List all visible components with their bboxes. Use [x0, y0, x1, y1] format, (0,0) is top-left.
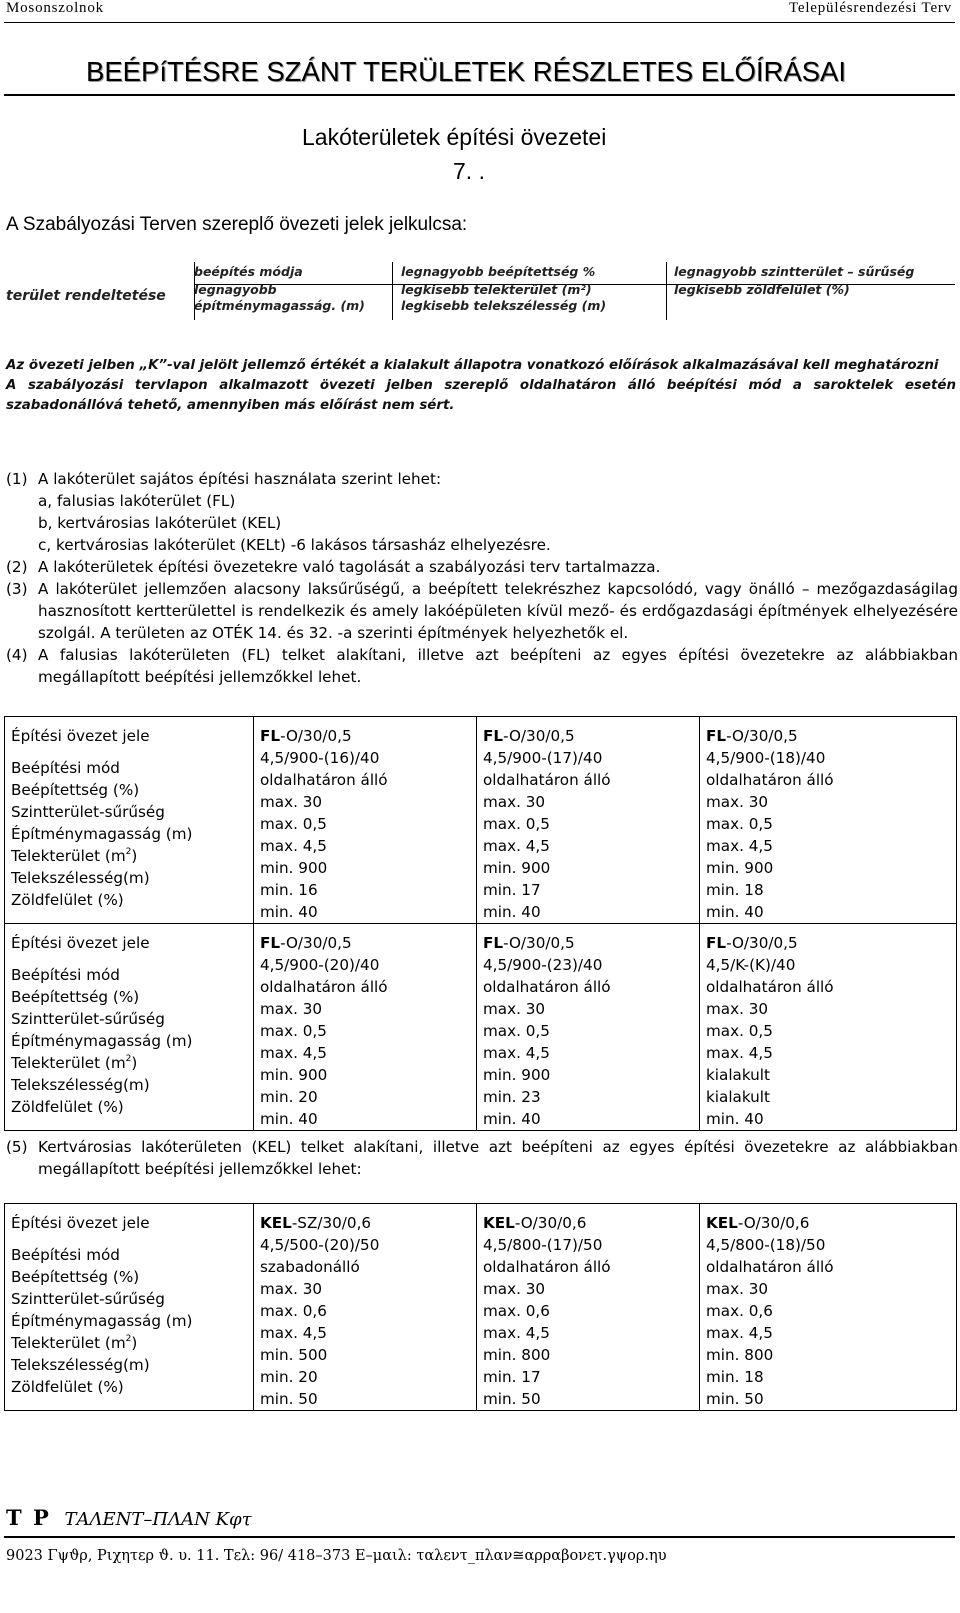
label-cell: [5, 1204, 254, 1411]
paragraph-text: A falusias lakóterületen (FL) telket alakítani, illetve azt beépíteni az egyes építési övezetekre az alábbiakban megállapított beépítési jellemzőkkel lehet.: [38, 646, 958, 686]
label-green-area: Zöldfelület (%): [11, 1098, 124, 1116]
zone-value: max. 4,5: [260, 1044, 327, 1062]
zone-code-prefix: FL: [260, 934, 281, 952]
company-logo: [6, 1505, 252, 1530]
zone-code-rest: -O/30/0,5: [503, 727, 575, 745]
kel-table-body: [5, 1204, 957, 1411]
zone-value: min. 18: [706, 1368, 764, 1386]
zone-value: max. 0,5: [260, 815, 327, 833]
label-floor-density: Szintterület-sűrűség: [11, 803, 165, 821]
zone-value: kialakult: [706, 1066, 770, 1084]
zone-value: min. 500: [260, 1346, 328, 1364]
fl-zone-table: [4, 716, 957, 1131]
label-coverage: Beépítettség (%): [11, 988, 140, 1006]
zone-value: min. 40: [483, 1110, 541, 1128]
page-title: BEÉPíTÉSRE SZÁNT TERÜLETEK RÉSZLETES ELŐÍRÁSAI: [86, 56, 847, 87]
label-floor-density: Szintterület-sűrűség: [11, 1290, 165, 1308]
paragraph-number: (5): [6, 1138, 28, 1156]
paragraph-1: [6, 468, 958, 556]
zone-code: [483, 1212, 693, 1234]
spacer: [11, 747, 247, 757]
zone-value: min. 900: [483, 859, 551, 877]
label-plot-area: [11, 845, 247, 867]
zone-code-line2: 4,5/800-(17)/50: [483, 1236, 603, 1254]
label-green-area: Zöldfelület (%): [11, 891, 124, 909]
zone-value: max. 4,5: [483, 1324, 550, 1342]
zone-value: min. 800: [483, 1346, 551, 1364]
zone-code-rest: -O/30/0,5: [280, 727, 352, 745]
paragraph-number: (4): [6, 646, 28, 664]
paragraph-3: [6, 578, 958, 644]
label-zone-sign: Építési övezet jele: [11, 934, 150, 952]
zone-value: max. 0,5: [483, 1022, 550, 1040]
zone-code-rest: -O/30/0,5: [503, 934, 575, 952]
label-building-height: Építménymagasság (m): [11, 825, 193, 843]
zone-value: max. 30: [483, 1280, 546, 1298]
zone-sign-note: [6, 356, 956, 416]
label-zone-sign: Építési övezet jele: [11, 727, 150, 745]
zone-value: min. 18: [706, 881, 764, 899]
legend-min-plot-area: legkisebb telekterület (m²): [401, 282, 592, 297]
zone-value: max. 30: [260, 1000, 323, 1018]
legend-min-green-area: legkisebb zöldfelület (%): [674, 282, 850, 297]
zone-code-prefix: FL: [483, 934, 504, 952]
zone-code-line2: 4,5/800-(18)/50: [706, 1236, 826, 1254]
zone-value: max. 4,5: [483, 837, 550, 855]
zone-column: [700, 717, 957, 924]
zone-code-line2: 4,5/900-(23)/40: [483, 956, 603, 974]
zone-code-prefix: FL: [706, 934, 727, 952]
label-building-mode: Beépítési mód: [11, 759, 120, 777]
zone-code-line2: 4,5/900-(17)/40: [483, 749, 603, 767]
label-building-height: Építménymagasság (m): [11, 1032, 193, 1050]
zone-value: oldalhatáron álló: [706, 1258, 834, 1276]
zone-code: [260, 1212, 470, 1234]
fl-table-body: [5, 717, 957, 1131]
zone-value: min. 16: [260, 881, 318, 899]
note-line-corner-plots: A szabályozási tervlapon alkalmazott övezeti jelben szereplő oldalhatáron álló beépítési mód a saroktelek esetén szabadonállóvá tehető, amennyiben más előírást nem sért.: [6, 378, 956, 413]
zone-value: max. 30: [706, 1280, 769, 1298]
label-coverage: Beépítettség (%): [11, 1268, 140, 1286]
regulation-paragraph-5: [6, 1136, 958, 1180]
label-green-area: Zöldfelület (%): [11, 1378, 124, 1396]
zone-code-rest: -O/30/0,5: [280, 934, 352, 952]
zone-value: max. 0,6: [706, 1302, 773, 1320]
zone-code-prefix: KEL: [260, 1214, 292, 1232]
zone-value: max. 4,5: [706, 837, 773, 855]
zone-value: max. 4,5: [706, 1324, 773, 1342]
zone-value: min. 50: [706, 1390, 764, 1408]
list-item: b, kertvárosias lakóterület (KEL): [38, 514, 282, 532]
paragraph-4: [6, 644, 958, 688]
list-item: a, falusias lakóterület (FL): [38, 492, 236, 510]
zone-column: [254, 1204, 477, 1411]
zone-column: [254, 924, 477, 1131]
zone-value: min. 900: [260, 1066, 328, 1084]
zone-code-rest: -O/30/0,5: [726, 934, 798, 952]
legend-column-rule: [666, 262, 667, 320]
superscript: 2: [125, 847, 132, 857]
zone-value: max. 0,6: [260, 1302, 327, 1320]
zone-code-prefix: KEL: [483, 1214, 515, 1232]
spacer: [11, 954, 247, 964]
header-location: Mosonszolnok: [6, 0, 104, 16]
zone-code-line2: 4,5/900-(20)/40: [260, 956, 380, 974]
superscript: 2: [125, 1334, 132, 1344]
zone-value: max. 0,5: [483, 815, 550, 833]
footer-address: 9023 Γψϑρ, Ριχητερ ϑ. υ. 11. Τελ: 96/ 418–373 Ε–μαιλ: ταλεντ_πλαν≅αρραβονετ.γψορ.ηυ: [6, 1548, 667, 1564]
zone-code-rest: -SZ/30/0,6: [291, 1214, 372, 1232]
zone-value: max. 0,5: [706, 815, 773, 833]
paragraph-number: (2): [6, 558, 28, 576]
zone-code-line2: 4,5/900-(18)/40: [706, 749, 826, 767]
legend-building-mode: beépítés módja: [194, 264, 303, 279]
zone-value: oldalhatáron álló: [260, 978, 388, 996]
paragraph-text: A lakóterület sajátos építési használata szerint lehet:: [38, 470, 442, 488]
paragraph-text: Kertvárosias lakóterületen (KEL) telket alakítani, illetve azt beépíteni az egyes építési övezetekre az alábbiakban megállapított beépítési jellemzőkkel lehet:: [38, 1138, 958, 1178]
zone-value: max. 30: [260, 1280, 323, 1298]
label-plot-width: Telekszélesség(m): [11, 1356, 150, 1374]
zone-value: min. 40: [706, 903, 764, 921]
zone-code-rest: -O/30/0,5: [726, 727, 798, 745]
label-floor-density: Szintterület-sűrűség: [11, 1010, 165, 1028]
zone-value: min. 17: [483, 1368, 541, 1386]
zone-code-prefix: FL: [260, 727, 281, 745]
zone-value: min. 50: [483, 1390, 541, 1408]
zone-value: min. 40: [706, 1110, 764, 1128]
zone-value: min. 40: [260, 1110, 318, 1128]
zone-column: [477, 1204, 700, 1411]
label-text: Telekterület (m: [11, 1334, 126, 1352]
label-building-mode: Beépítési mód: [11, 966, 120, 984]
zone-code-rest: -O/30/0,6: [514, 1214, 587, 1232]
header-document-type: Településrendezési Terv: [788, 0, 952, 16]
paragraph-text: A lakóterület jellemzően alacsony laksűrűségű, a beépített telekrészhez kapcsolódó, vagy önálló – mezőgazdaságilag hasznosított kertterülettel is rendelkezik és amely lakóépületen kívül mező- és erdőgazdasági építmények elhelyezésére szolgál. A területen az OTÉK 14. és 32. -a szerinti építmények helyezhetők el.: [38, 580, 958, 642]
header-divider: [4, 22, 955, 23]
legend-max-floor-density: legnagyobb szintterület – sűrűség: [674, 264, 915, 279]
paragraph-text: A lakóterületek építési övezetekre való tagolását a szabályozási terv tartalmazza.: [38, 558, 661, 576]
zone-value: max. 0,6: [483, 1302, 550, 1320]
footer-divider: [4, 1536, 955, 1538]
zone-code-line2: 4,5/500-(20)/50: [260, 1236, 380, 1254]
zone-value: oldalhatáron álló: [706, 771, 834, 789]
zone-code: [483, 932, 693, 954]
label-coverage: Beépítettség (%): [11, 781, 140, 799]
title-divider: [4, 94, 955, 96]
zone-value: max. 30: [706, 1000, 769, 1018]
legend-min-plot-width: legkisebb telekszélesség (m): [401, 298, 607, 313]
label-plot-area: [11, 1052, 247, 1074]
label-cell: [5, 924, 254, 1131]
zone-column: [477, 924, 700, 1131]
zone-code: [260, 725, 470, 747]
spacer: [11, 1234, 247, 1244]
zone-value: min. 23: [483, 1088, 541, 1106]
zone-code-prefix: FL: [706, 727, 727, 745]
zone-code-line2: 4,5/K-(K)/40: [706, 956, 796, 974]
label-text: ): [131, 1334, 138, 1352]
zone-value: max. 30: [706, 793, 769, 811]
section-number: 7. .: [453, 158, 485, 184]
legend-max-height-line1: legnagyobb: [194, 282, 277, 297]
zone-value: max. 4,5: [706, 1044, 773, 1062]
label-cell: [5, 717, 254, 924]
label-text: ): [131, 847, 138, 865]
zone-value: oldalhatáron álló: [483, 771, 611, 789]
logo-initials: T P: [6, 1505, 51, 1530]
superscript: 2: [125, 1054, 132, 1064]
zone-column: [700, 1204, 957, 1411]
logo-company-name: ΤΑΛΕΝΤ–ΠΛΑΝ Κφτ: [64, 1509, 252, 1530]
zone-value: min. 800: [706, 1346, 774, 1364]
zone-value: max. 0,5: [706, 1022, 773, 1040]
chapter-subtitle: Lakóterületek építési övezetei: [302, 124, 607, 150]
zone-value: max. 30: [260, 793, 323, 811]
zone-value: max. 4,5: [483, 1044, 550, 1062]
paragraph-number: (1): [6, 470, 28, 488]
zone-value: max. 30: [483, 1000, 546, 1018]
note-line-k-values: Az övezeti jelben „K”-val jelölt jellemző értékét a kialakult állapotra vonatkozó előírások alkalmazásával kell meghatározni: [6, 358, 939, 373]
legend-max-height-line2: építménymagasság. (m): [194, 298, 365, 313]
zone-value: max. 30: [483, 793, 546, 811]
zone-value: szabadonálló: [260, 1258, 360, 1276]
label-building-mode: Beépítési mód: [11, 1246, 120, 1264]
label-building-height: Építménymagasság (m): [11, 1312, 193, 1330]
zone-value: min. 20: [260, 1368, 318, 1386]
legend-max-coverage: legnagyobb beépítettség %: [401, 264, 596, 279]
zone-value: min. 20: [260, 1088, 318, 1106]
zone-value: max. 0,5: [260, 1022, 327, 1040]
zone-value: min. 900: [706, 859, 774, 877]
zone-value: min. 40: [483, 903, 541, 921]
legend-row-label: terület rendeltetése: [6, 288, 166, 304]
zone-code-prefix: KEL: [706, 1214, 738, 1232]
paragraph-5: [6, 1136, 958, 1180]
zone-value: oldalhatáron álló: [483, 1258, 611, 1276]
zone-group-row: [5, 717, 957, 924]
zone-value: oldalhatáron álló: [706, 978, 834, 996]
paragraph-number: (3): [6, 580, 28, 598]
zone-value: kialakult: [706, 1088, 770, 1106]
kel-zone-table: [4, 1203, 957, 1411]
zone-group-row: [5, 924, 957, 1131]
zone-code-prefix: FL: [483, 727, 504, 745]
zone-value: oldalhatáron álló: [483, 978, 611, 996]
zone-value: min. 900: [260, 859, 328, 877]
label-zone-sign: Építési övezet jele: [11, 1214, 150, 1232]
list-item: c, kertvárosias lakóterület (KELt) -6 lakásos társasház elhelyezésre.: [38, 536, 551, 554]
zone-code: [260, 932, 470, 954]
label-plot-area: [11, 1332, 247, 1354]
zone-column: [254, 717, 477, 924]
paragraph-2: [6, 556, 958, 578]
label-text: Telekterület (m: [11, 847, 126, 865]
legend-column-rule: [392, 262, 393, 320]
key-title: A Szabályozási Terven szereplő övezeti jelek jelkulcsa:: [6, 214, 468, 235]
zone-value: oldalhatáron álló: [260, 771, 388, 789]
zone-value: max. 4,5: [260, 837, 327, 855]
zone-column: [700, 924, 957, 1131]
zone-code: [706, 725, 950, 747]
zone-code: [706, 932, 950, 954]
regulation-paragraphs: [6, 468, 958, 688]
zone-code: [483, 725, 693, 747]
zone-value: min. 900: [483, 1066, 551, 1084]
label-text: ): [131, 1054, 138, 1072]
label-text: Telekterület (m: [11, 1054, 126, 1072]
label-plot-width: Telekszélesség(m): [11, 1076, 150, 1094]
zone-code-line2: 4,5/900-(16)/40: [260, 749, 380, 767]
zone-column: [477, 717, 700, 924]
zone-value: min. 17: [483, 881, 541, 899]
zone-group-row: [5, 1204, 957, 1411]
zone-value: min. 50: [260, 1390, 318, 1408]
zone-code-rest: -O/30/0,6: [737, 1214, 810, 1232]
zone-code: [706, 1212, 950, 1234]
zone-value: min. 40: [260, 903, 318, 921]
zone-value: max. 4,5: [260, 1324, 327, 1342]
label-plot-width: Telekszélesség(m): [11, 869, 150, 887]
